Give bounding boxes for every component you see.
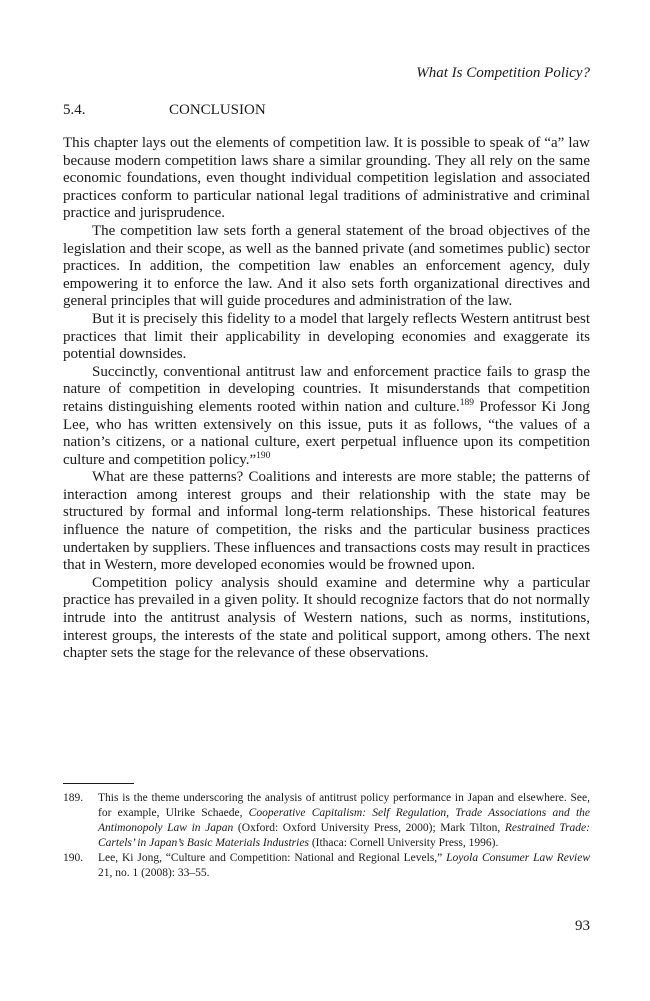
paragraph: Competition policy analysis should examine and determine why a particular practice has prevailed in a given polity. It should recognize factors that do not normally intrude into the antitrust analysis of Western nations, such as norms, institutions, interest groups, the interests of the state and political support, among others. The next chapter sets the stage for the relevance of these observations. [63,574,590,662]
footnote-divider [63,783,134,784]
footnote-text [98,791,590,851]
footnote-ref-189[interactable]: 189 [459,397,475,408]
book-title: Cooperative Capitalism: Self Regulation, Trade Associations and the Antimonopoly Law in Japan [98,807,590,835]
running-head: What Is Competition Policy? [416,65,590,81]
paragraph: But it is precisely this fidelity to a model that largely reflects Western antitrust best practices that limit their applicability in developing economies and exaggerate its potential downsides. [63,310,590,363]
footnote-ref-190[interactable]: 190 [256,450,271,461]
section-heading [63,101,266,119]
footnote-number: 189. [63,792,84,804]
footnotes [63,791,590,882]
paragraph-text: Succinctly, conventional antitrust law and enforcement practice fails to grasp the nature of competition in developing countries. It misunderstands that competition retains distinguishing elements rooted within nation and culture. [63,363,590,415]
book-title: Restrained Trade: Cartels’ in Japan’s Basic Materials Industries [98,822,590,850]
page-number: 93 [575,918,590,934]
section-title: CONCLUSION [169,102,266,118]
paragraph-text: Professor Ki Jong Lee, who has written extensively on this issue, puts it as follows, “the values of a nation’s citizens, or a national culture, exert perpetual influence upon its competition culture and competition policy.” [63,398,590,468]
body-text [63,135,590,663]
footnote-text-part: 21, no. 1 (2008): 33–55. [98,867,210,880]
footnote-189 [63,791,590,851]
paragraph [63,364,590,470]
footnote-text-part: Lee, Ki Jong, “Culture and Competition: National and Regional Levels,” [98,852,447,865]
paragraph: What are these patterns? Coalitions and interests are more stable; the patterns of interaction among interest groups and their relationship with the state may be structured by formal and informal long-term relationships. These historical features influence the nature of competition, the risks and the particular business practices undertaken by suppliers. These influences and transactions costs may result in practices that in Western, more developed economies would be frowned upon. [63,469,590,574]
journal-title: Loyola Consumer Law Review [446,852,590,865]
paragraph: The competition law sets forth a general statement of the broad objectives of the legislation and their scope, as well as the banned private (and sometimes public) sector practices. In addition, the competition law enables an enforcement agency, duly empowering it to enforce the law. And it also sets forth organizational directives and general principles that will guide procedures and administration of the law. [63,222,590,310]
section-number: 5.4. [63,102,86,118]
paragraph: This chapter lays out the elements of competition law. It is possible to speak of “a” law because modern competition laws share a similar grounding. They all rely on the same economic foundations, even thought individual competition legislation and associated practices conform to particular national legal traditions of administrative and criminal practice and jurisprudence. [63,135,590,222]
footnote-text-part: (Ithaca: Cornell University Press, 1996). [308,837,499,850]
footnote-text [98,851,590,881]
footnote-number: 190. [63,852,84,865]
footnote-text-part: (Oxford: Oxford University Press, 2000); Mark Tilton, [233,822,505,835]
footnote-190 [63,851,590,881]
footnote-text-part: This is the theme underscoring the analysis of antitrust policy performance in Japan and elsewhere. See, for example, Ulrike Schaede, [98,792,590,820]
